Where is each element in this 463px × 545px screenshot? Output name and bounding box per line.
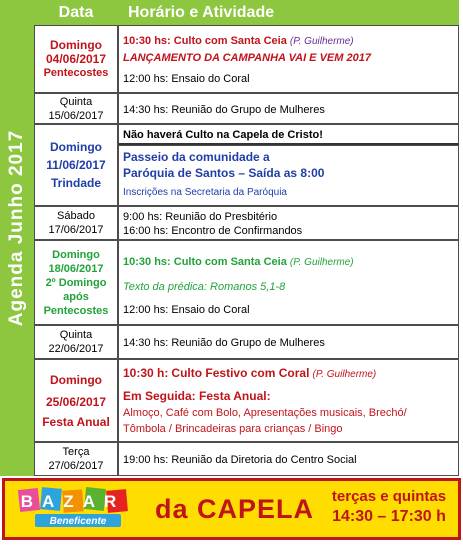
activity-text: Encontro de Confirmandos: [171, 225, 303, 237]
date-weekday: Sábado: [57, 210, 95, 222]
activity-note: (P. Guilherme): [289, 257, 354, 268]
date-cell: [34, 124, 118, 206]
banner-schedule: [321, 487, 457, 527]
bazar-logo: [17, 487, 135, 531]
date-cell: [34, 93, 118, 124]
sidebar: [0, 0, 34, 476]
date-weekday: Domingo: [50, 140, 102, 154]
activity-line: [123, 303, 250, 317]
activity-line: Passeio da comunidade a: [123, 150, 270, 164]
activity-note: (P. Guilherme): [312, 369, 377, 380]
date-cell: [34, 240, 118, 325]
activity-cell: [118, 240, 459, 325]
activity-line: [123, 72, 250, 86]
date-occasion: 2º Domingo: [45, 276, 107, 289]
date-occasion: Pentecostes: [43, 304, 109, 317]
sidebar-title: Agenda Junho 2017: [6, 129, 27, 327]
activity-text: Reunião da Diretoria do Centro Social: [171, 454, 357, 466]
banner-hours: 14:30 – 17:30 h: [332, 508, 446, 525]
banner-days: terças e quintas: [331, 488, 447, 505]
activity-line: [123, 224, 302, 238]
activity-text: Reunião do Grupo de Mulheres: [171, 104, 325, 116]
bazar-logo-subtext: Beneficente: [49, 516, 107, 527]
activity-line: [123, 210, 277, 224]
activity-cell: [118, 145, 459, 206]
date-day: 22/06/2017: [48, 343, 104, 355]
date-weekday: Domingo: [50, 372, 102, 387]
date-cell: [34, 325, 118, 359]
activity-time: 10:30 h:: [123, 366, 169, 380]
date-day: 04/06/2017: [45, 52, 107, 66]
activity-time: 14:30 hs:: [123, 104, 169, 116]
activity-text: Culto com Santa Ceia: [173, 256, 287, 268]
date-occasion: Pentecostes: [43, 67, 109, 79]
activity-time: 10:30 hs:: [123, 35, 171, 47]
activity-line: [123, 366, 376, 382]
activity-text: Ensaio do Coral: [171, 73, 250, 85]
date-weekday: Domingo: [50, 38, 102, 52]
date-day: 25/06/2017: [45, 394, 107, 409]
date-weekday: Terça: [62, 446, 90, 458]
activity-cell: [118, 359, 459, 442]
activity-line: [123, 336, 325, 350]
bazar-logo-text: BAZAR: [20, 492, 126, 511]
activity-cell: [118, 93, 459, 124]
date-weekday: Domingo: [52, 248, 100, 261]
date-day: 17/06/2017: [48, 224, 104, 236]
activity-line: Paróquia de Santos – Saída as 8:00: [123, 166, 325, 180]
activity-line: Tômbola / Brincadeiras para crianças / Bingo: [123, 423, 343, 435]
activity-text: Culto com Santa Ceia: [173, 35, 287, 47]
activity-time: 9:00 hs:: [123, 211, 163, 223]
activity-note: (P. Guilherme): [289, 36, 354, 47]
date-day: 27/06/2017: [48, 460, 104, 472]
activity-line: [123, 453, 357, 467]
header-activity: Horário e Atividade: [128, 4, 275, 21]
activity-time: 19:00 hs:: [123, 454, 169, 466]
date-cell: [34, 206, 118, 240]
activity-cell: [118, 442, 459, 476]
activity-line: [123, 103, 325, 117]
activity-time: 14:30 hs:: [123, 337, 169, 349]
activity-cell: [118, 124, 459, 145]
table-header: [34, 0, 459, 25]
activity-cell: [118, 25, 459, 93]
banner-name: da CAPELA: [155, 494, 315, 524]
date-day: 15/06/2017: [48, 109, 104, 122]
date-occasion: Trindade: [50, 176, 101, 190]
activity-line: Não haverá Culto na Capela de Cristo!: [123, 129, 323, 141]
activity-line: [123, 255, 354, 270]
date-day: 18/06/2017: [48, 262, 104, 275]
activity-time: 16:00 hs:: [123, 225, 169, 237]
activity-line: [123, 34, 354, 49]
date-weekday: Quinta: [59, 95, 93, 108]
date-occasion: após: [63, 290, 89, 303]
date-occasion: Festa Anual: [42, 414, 110, 429]
activity-time: 12:00 hs:: [123, 304, 169, 316]
activity-line: LANÇAMENTO DA CAMPANHA VAI E VEM 2017: [123, 52, 371, 64]
activity-text: Reunião do Grupo de Mulheres: [171, 337, 325, 349]
activity-time: 12:00 hs:: [123, 73, 169, 85]
date-weekday: Quinta: [59, 329, 93, 341]
activity-line: Texto da prédica: Romanos 5,1-8: [123, 281, 286, 293]
activity-text: Reunião do Presbitério: [165, 211, 278, 223]
activity-cell: [118, 325, 459, 359]
activity-text: Culto Festivo com Coral: [171, 366, 310, 380]
activity-cell: [118, 206, 459, 240]
activity-line: Almoço, Café com Bolo, Apresentações musicais, Brechó/: [123, 407, 407, 419]
activity-text: Ensaio do Coral: [171, 304, 250, 316]
bazar-banner: [2, 478, 461, 540]
schedule-table: [34, 25, 459, 476]
date-day: 11/06/2017: [46, 158, 106, 172]
date-cell: [34, 359, 118, 442]
date-cell: [34, 442, 118, 476]
activity-line: Inscrições na Secretaria da Paróquia: [123, 187, 287, 198]
activity-time: 10:30 hs:: [123, 256, 171, 268]
date-cell: [34, 25, 118, 93]
header-date: Data: [58, 4, 94, 21]
activity-line: Em Seguida: Festa Anual:: [123, 389, 271, 403]
